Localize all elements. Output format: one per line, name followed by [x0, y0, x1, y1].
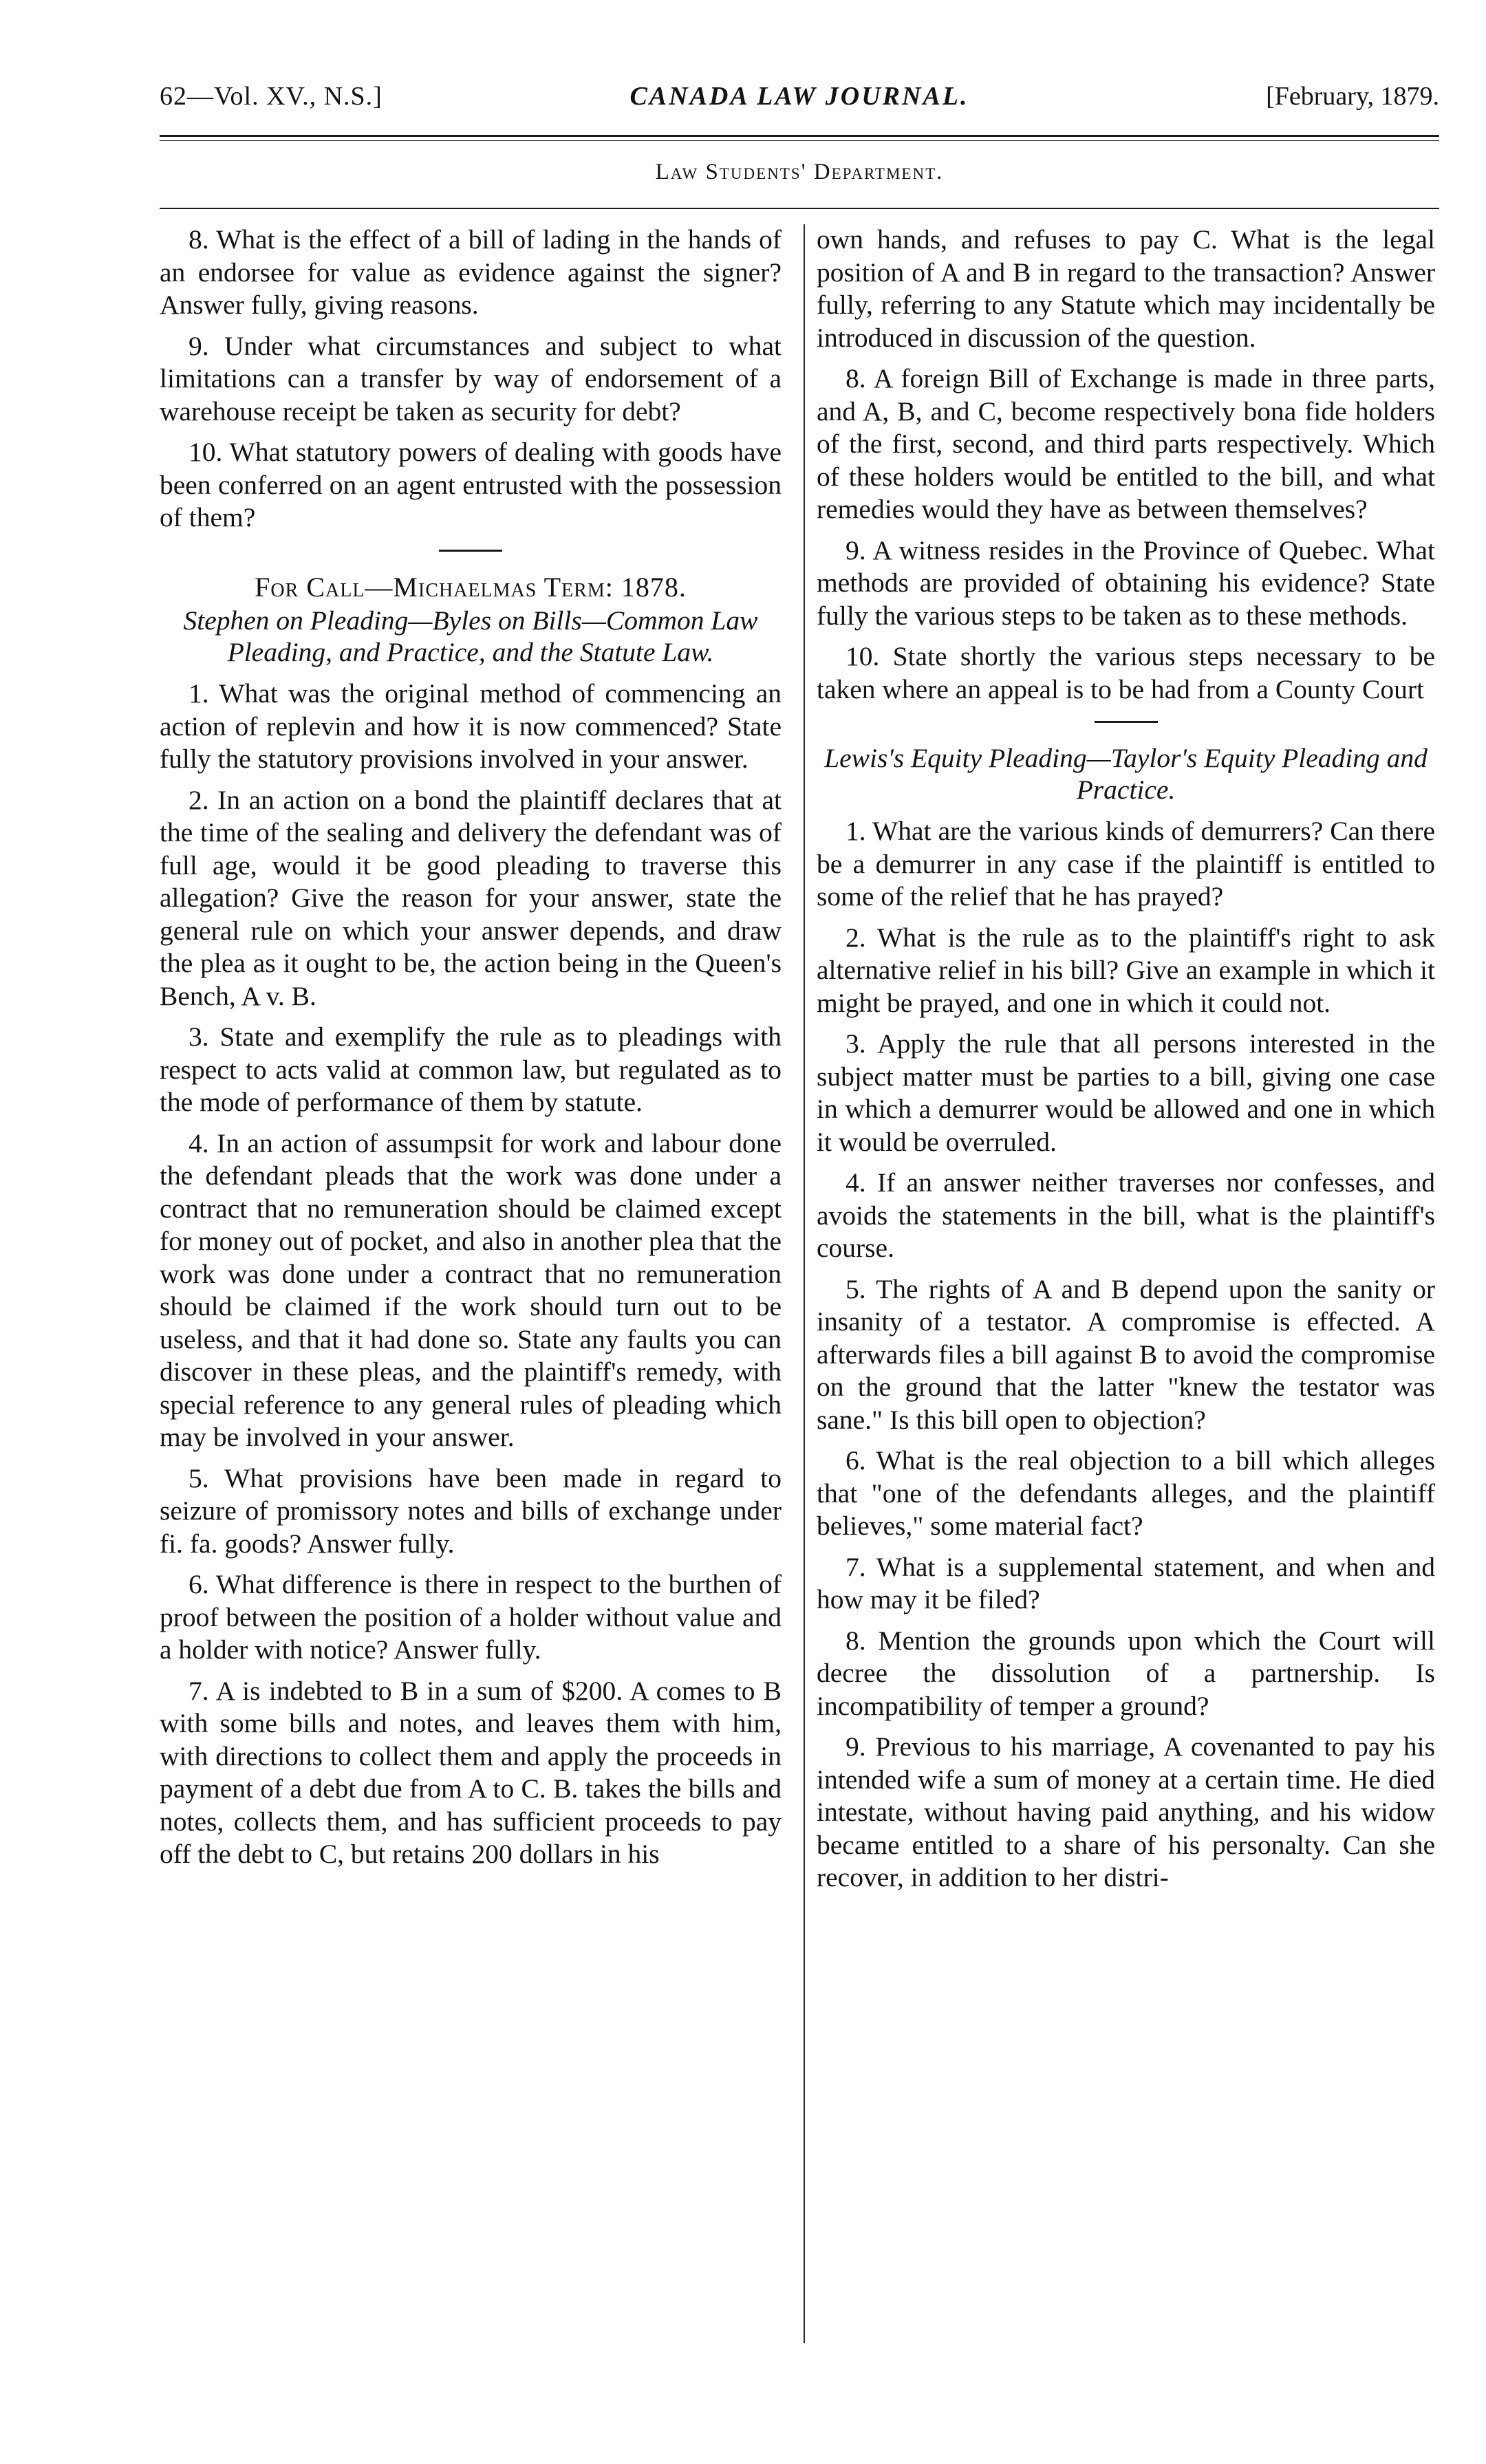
column-divider	[804, 224, 805, 2343]
question-paragraph: 10. State shortly the various steps necessary to be taken where an appeal is to be had from a County Court	[817, 641, 1435, 704]
question-paragraph: 6. What difference is there in respect to the burthen of proof between the position of a holder without value and a holder with notice? Answer fully.	[160, 1569, 782, 1665]
question-paragraph-continued: own hands, and refuses to pay C. What is the legal position of A and B in regard to the transaction? Answer fully, referring to any Statute which may incidentally be introduced in discussion of the question.	[817, 224, 1435, 353]
question-paragraph: 4. In an action of assumpsit for work and labour done the defendant pleads that the work was done under a contract that no remuneration should be claimed except for money out of pocket, and also in another plea that the work was done under a contract that no remuneration should be claimed if the work should turn out to be useless, and that it had done so. State any faults you can discover in these pleas, and the plaintiff's remedy, with special reference to any general rules of pleading which may be involved in your answer.	[160, 1127, 782, 1452]
question-paragraph: 8. A foreign Bill of Exchange is made in three parts, and A, B, and C, become respectively bona fide holders of the first, second, and third parts respectively. Which of these holders would be entitled to the bill, and what remedies would they have as between themselves?	[817, 363, 1435, 524]
page-volume-label: 62—Vol. XV., N.S.]	[160, 82, 383, 111]
question-paragraph: 5. The rights of A and B depend upon the sanity or insanity of a testator. A compromise is effected. A afterwards files a bill against B to avoid the compromise on the ground that the latter "knew the testator was sane." Is this bill open to objection?	[817, 1273, 1435, 1435]
question-paragraph: 8. Mention the grounds upon which the Court will decree the dissolution of a partnership. Is incompatibility of temper a ground?	[817, 1625, 1435, 1721]
left-column	[160, 224, 782, 1879]
question-paragraph: 1. What was the original method of commencing an action of replevin and how it is now commenced? State fully the statutory provisions involved in your answer.	[160, 678, 782, 774]
issue-date: [February, 1879.	[1266, 82, 1439, 111]
question-paragraph: 9. A witness resides in the Province of Quebec. What methods are provided of obtaining his evidence? State fully the various steps to be taken as to these methods.	[817, 534, 1435, 631]
question-paragraph: 8. What is the effect of a bill of lading in the hands of an endorsee for value as evidence against the signer? Answer fully, giving reasons.	[160, 224, 782, 320]
section-subheading: Lewis's Equity Pleading—Taylor's Equity Pleading and Practice.	[824, 743, 1428, 805]
question-paragraph: 7. A is indebted to B in a sum of $200. A comes to B with some bills and notes, and leaves them with him, with directions to collect them and apply the proceeds in payment of a debt due from A to C. B. takes the bills and notes, collects them, and has sufficient proceeds to pay off the debt to C, but retains 200 dollars in his	[160, 1675, 782, 1869]
question-paragraph: 5. What provisions have been made in regard to seizure of promissory notes and bills of exchange under fi. fa. goods? Answer fully.	[160, 1462, 782, 1559]
question-paragraph: 6. What is the real objection to a bill which alleges that "one of the defendants alleges, and the plaintiff believes," some material fact?	[817, 1445, 1435, 1541]
question-paragraph: 1. What are the various kinds of demurrers? Can there be a demurrer in any case if the plaintiff is entitled to some of the relief that he has prayed?	[817, 816, 1435, 911]
question-paragraph: 7. What is a supplemental statement, and when and how may it be filed?	[817, 1551, 1435, 1614]
department-heading: Law Students' Department.	[655, 160, 944, 184]
journal-title: CANADA LAW JOURNAL.	[629, 82, 969, 111]
section-heading: For Call—Michaelmas Term: 1878.	[255, 571, 687, 603]
section-separator	[1095, 721, 1158, 723]
question-paragraph: 3. State and exemplify the rule as to pleadings with respect to acts valid at common law, but regulated as to the mode of performance of them by statute.	[160, 1022, 782, 1117]
right-column	[817, 224, 1435, 1903]
section-subheading: Stephen on Pleading—Byles on Bills—Common Law Pleading, and Practice, and the Statute Law.	[183, 605, 758, 667]
header-rule-bottom	[160, 140, 1439, 141]
question-paragraph: 2. In an action on a bond the plaintiff declares that at the time of the sealing and delivery the defendant was of full age, would it be good pleading to traverse this allegation? Give the reason for your answer, state the general rule on which your answer depends, and draw the plea as it ought to be, the action being in the Queen's Bench, A v. B.	[160, 784, 782, 1011]
question-paragraph: 3. Apply the rule that all persons interested in the subject matter must be parties to a bill, giving one case in which a demurrer would be allowed and one in which it would be overruled.	[817, 1028, 1435, 1157]
running-header	[160, 81, 1439, 122]
question-paragraph: 4. If an answer neither traverses nor confesses, and avoids the statements in the bill, what is the plaintiff's course.	[817, 1167, 1435, 1263]
question-paragraph: 9. Previous to his marriage, A covenanted to pay his intended wife a sum of money at a certain time. He died intestate, without having paid anything, and his widow became entitled to a share of his personalty. Can she recover, in addition to her distri-	[817, 1731, 1435, 1892]
question-paragraph: 9. Under what circumstances and subject to what limitations can a transfer by way of endorsement of a warehouse receipt be taken as security for debt?	[160, 330, 782, 426]
section-separator	[439, 550, 502, 552]
header-rule-top	[160, 135, 1439, 137]
department-rule	[160, 208, 1439, 209]
question-paragraph: 10. What statutory powers of dealing with goods have been conferred on an agent entrusted with the possession of them?	[160, 437, 782, 532]
question-paragraph: 2. What is the rule as to the plaintiff's right to ask alternative relief in his bill? Give an example in which it might be prayed, and one in which it could not.	[817, 922, 1435, 1018]
